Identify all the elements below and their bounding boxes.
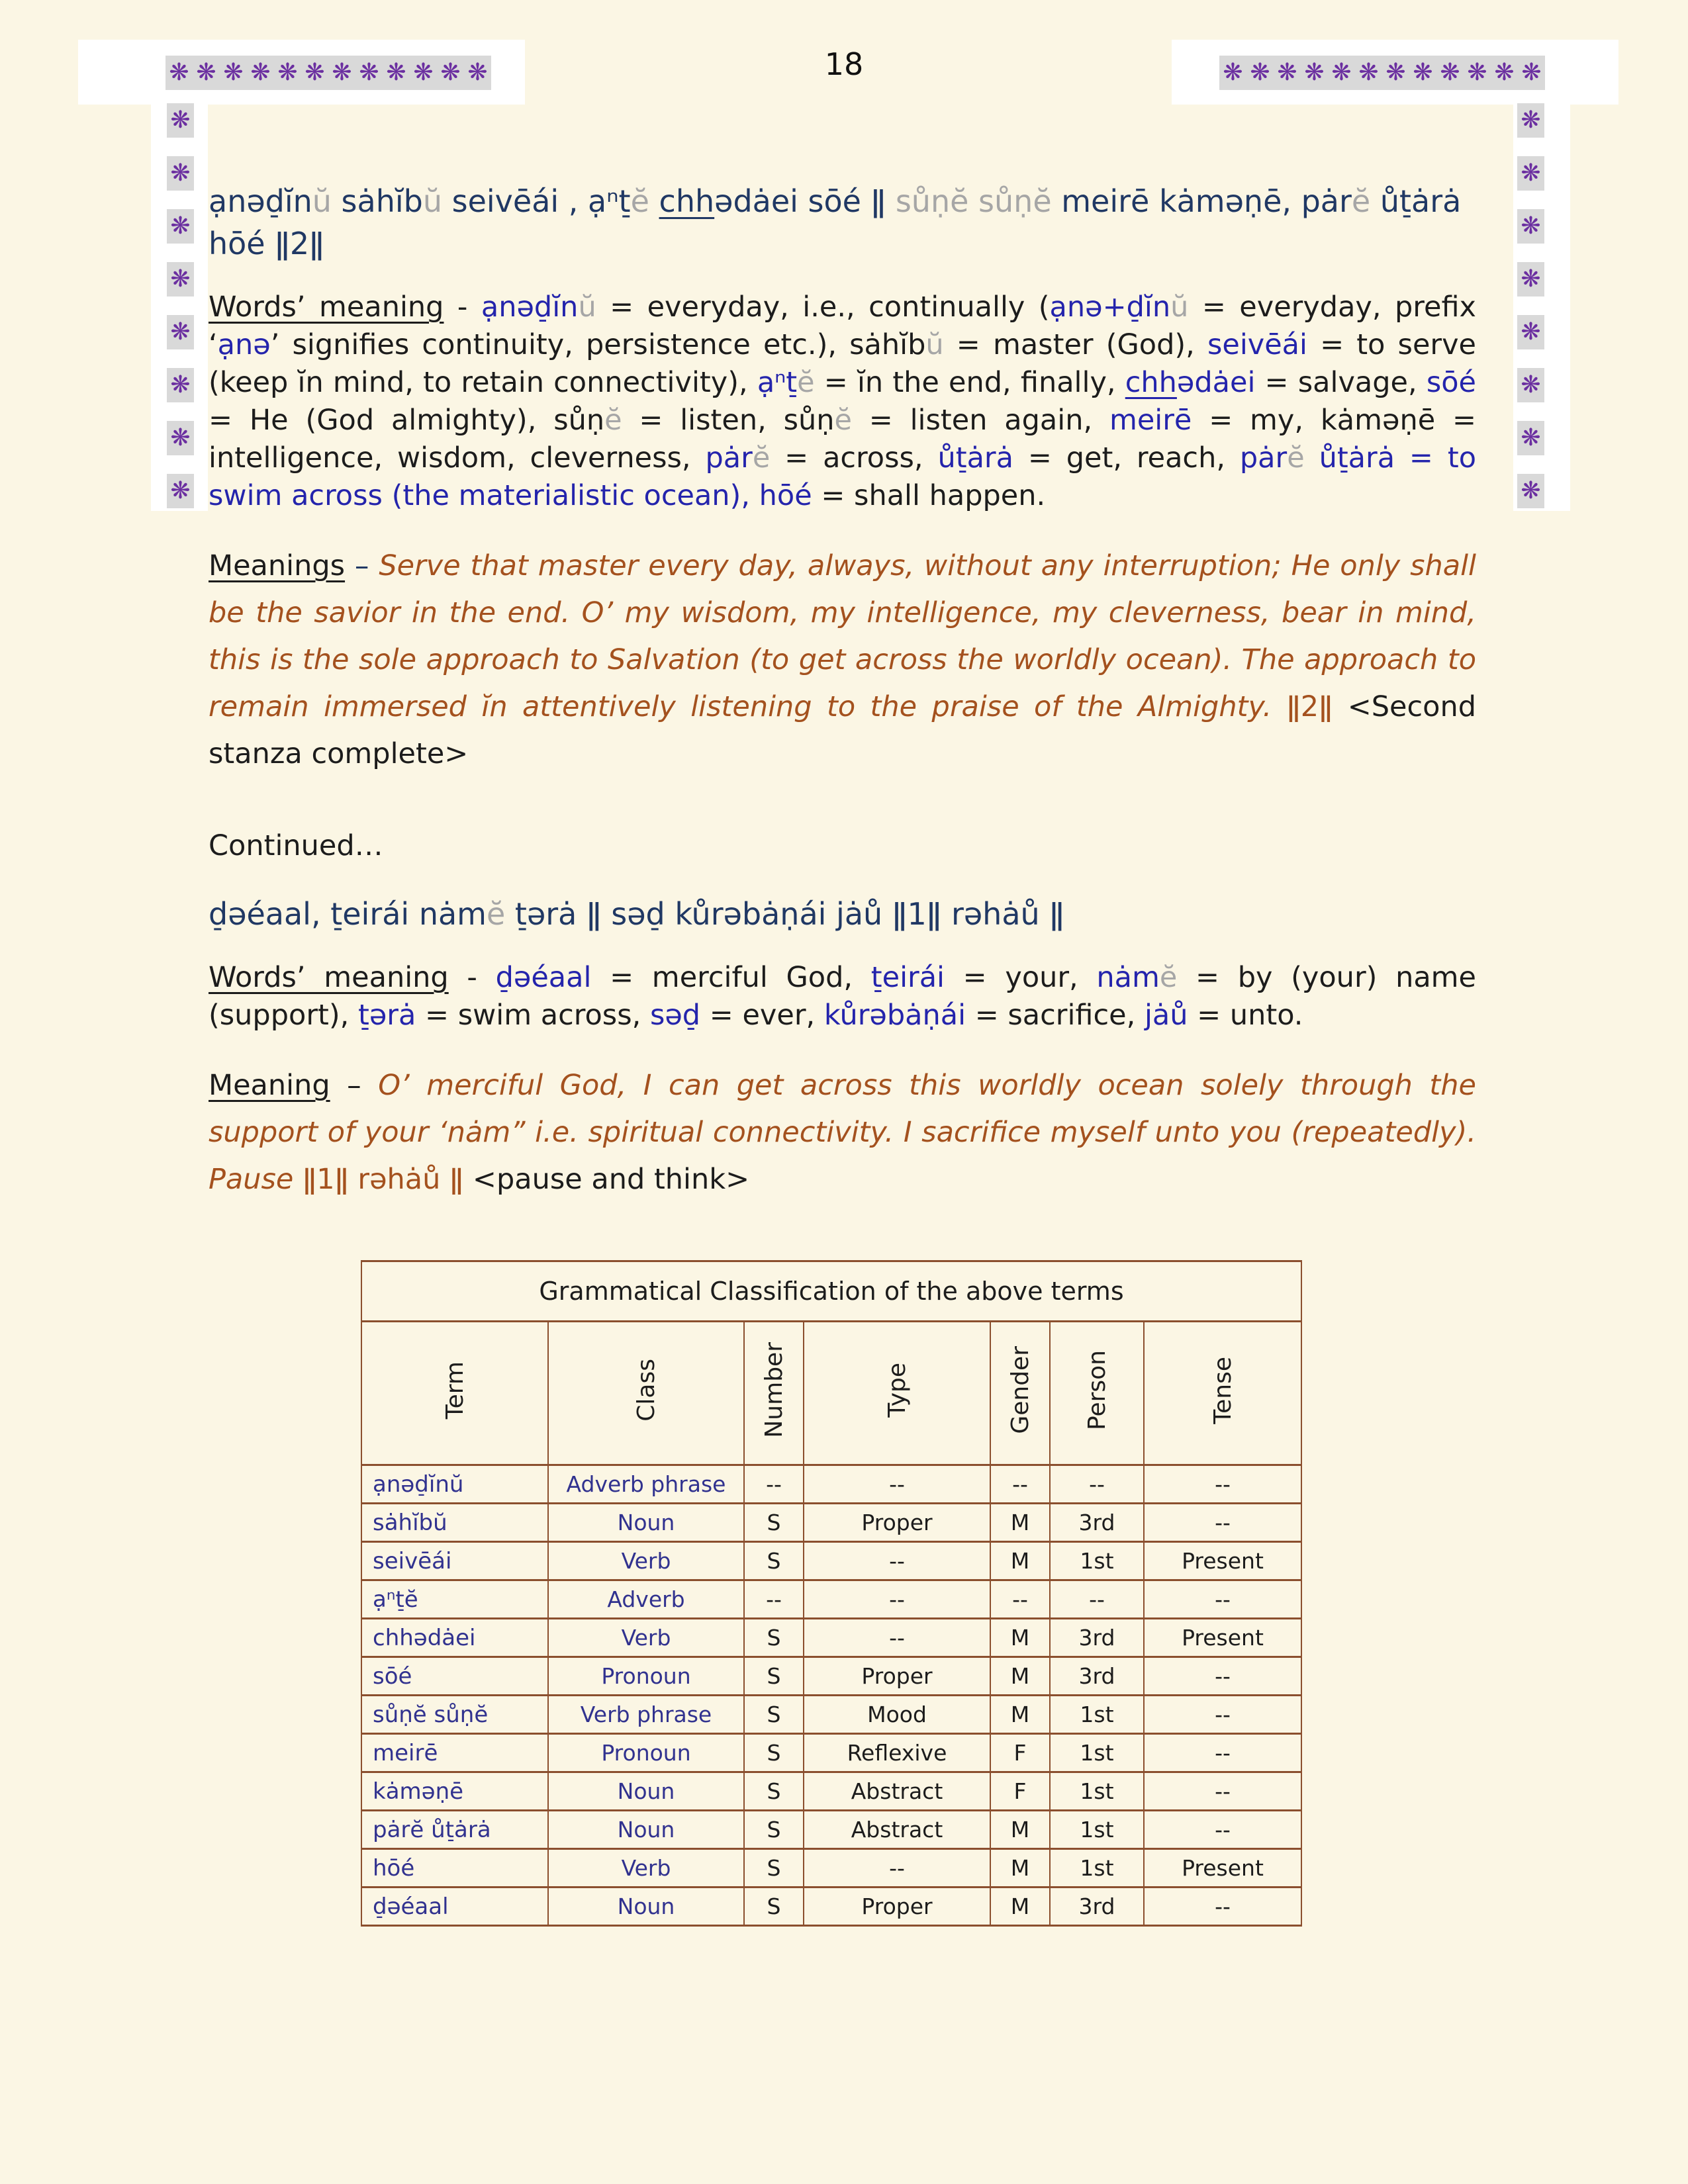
tense-cell: -- [1144, 1580, 1301, 1619]
type-cell: Proper [804, 1657, 990, 1696]
type-cell: Mood [804, 1696, 990, 1734]
text-segment: = merciful God, [591, 961, 871, 994]
flower-icon: ❋ [1328, 56, 1355, 90]
person-cell: 1st [1050, 1811, 1144, 1849]
text-segment: chh [1125, 366, 1177, 399]
page-number: 18 [824, 46, 864, 82]
text-segment: chh [659, 183, 715, 219]
person-cell: 3rd [1050, 1504, 1144, 1542]
text-segment: = unto. [1188, 999, 1303, 1032]
person-cell: 1st [1050, 1696, 1144, 1734]
text-segment: ĕ [752, 441, 771, 475]
flower-icon: ❋ [1517, 103, 1544, 138]
term-cell: hōé [361, 1849, 548, 1888]
text-segment: səd̠ [649, 999, 701, 1032]
gender-cell: M [990, 1504, 1050, 1542]
flower-icon: ❋ [1491, 56, 1518, 90]
flower-icon: ❋ [193, 56, 220, 90]
term-cell: pȧrĕ ůt̠ȧrȧ [361, 1811, 548, 1849]
page-content [209, 180, 1476, 1927]
text-segment: = ĭn the end, finally, [814, 366, 1125, 399]
number-cell: S [744, 1849, 804, 1888]
text-segment: Meaning [209, 1069, 330, 1102]
flower-icon: ❋ [1436, 56, 1464, 90]
text-segment: <pause and think> [472, 1163, 750, 1196]
shabad-verse-1 [209, 180, 1476, 265]
table-row [361, 1811, 1301, 1849]
text-segment: ədȧei sōé ǁ [714, 183, 896, 219]
text-segment: sȧhĭb [331, 183, 423, 219]
tense-cell: -- [1144, 1465, 1301, 1504]
text-segment: - [448, 961, 496, 994]
flower-icon: ❋ [1518, 56, 1545, 90]
gender-cell: M [990, 1888, 1050, 1926]
text-segment: <Second stanza complete> [209, 690, 1476, 770]
continued-label: Continued… [209, 829, 383, 862]
text-segment: d̠əéaal [495, 961, 592, 994]
flower-icon: ❋ [464, 56, 491, 90]
text-segment: ĕ [1351, 183, 1371, 219]
text-segment: nȧm [1096, 961, 1160, 994]
text-segment: ĕ [1159, 961, 1178, 994]
flower-icon: ❋ [220, 56, 247, 90]
text-segment: Serve that master every day, always, without any interruption; He only shall be the savior in the end. O’ my wisdom, my intelligence, my cleverness, bear in mind, this is the sole approach to Salvation (to get across the worldly ocean). The approach to remain immersed ĭn attentively listening to the praise of the Almighty. [209, 549, 1477, 723]
text-segment: ạnə [217, 328, 271, 361]
text-segment: seivēái [1207, 328, 1307, 361]
gender-cell: F [990, 1772, 1050, 1811]
text-segment: ĕ [1287, 441, 1305, 475]
table-title: Grammatical Classification of the above terms [361, 1261, 1301, 1322]
flower-icon: ❋ [1517, 368, 1544, 402]
flower-icon: ❋ [1246, 56, 1274, 90]
text-segment: t̠ərȧ ǁ səd̠ kůrəbȧṇái jȧů ǁ1ǁ rəhȧů ǁ [505, 896, 1064, 932]
text-segment: meirē [1109, 404, 1192, 437]
number-cell: S [744, 1619, 804, 1657]
grammar-table [361, 1260, 1302, 1927]
text-segment [1305, 441, 1319, 475]
gender-cell: -- [990, 1465, 1050, 1504]
number-cell: S [744, 1504, 804, 1542]
text-segment: ĕ [486, 896, 506, 932]
words-meaning-1-paragraph [209, 289, 1476, 515]
text-segment: t̠ərȧ [357, 999, 416, 1032]
person-cell: 1st [1050, 1772, 1144, 1811]
class-cell: Noun [548, 1888, 744, 1926]
tense-cell: Present [1144, 1542, 1301, 1580]
text-segment: = across, [770, 441, 938, 475]
text-segment: ŭ [312, 183, 332, 219]
tense-cell: -- [1144, 1504, 1301, 1542]
class-cell: Verb phrase [548, 1696, 744, 1734]
words-meaning-2-paragraph [209, 959, 1476, 1034]
flower-icon: ❋ [1219, 56, 1246, 90]
tense-cell: -- [1144, 1657, 1301, 1696]
tense-cell: Present [1144, 1619, 1301, 1657]
text-segment: = He (God almighty), sůṇ [209, 404, 605, 437]
text-segment: = everyday, prefix ‘ [209, 291, 1477, 361]
type-cell: Proper [804, 1888, 990, 1926]
text-segment: Words’ meaning [209, 961, 449, 994]
term-cell: d̠əéaal [361, 1888, 548, 1926]
text-segment: - [444, 291, 481, 324]
column-header-person: Person [1050, 1322, 1144, 1465]
flower-icon: ❋ [1517, 315, 1544, 349]
meaning-2-paragraph [209, 1062, 1476, 1203]
number-cell: S [744, 1772, 804, 1811]
flower-icon: ❋ [1517, 156, 1544, 191]
flower-icon: ❋ [328, 56, 355, 90]
number-cell: -- [744, 1465, 804, 1504]
flower-icon: ❋ [410, 56, 437, 90]
number-cell: S [744, 1888, 804, 1926]
text-segment: kůrəbȧṇái [823, 999, 966, 1032]
flower-icon: ❋ [167, 262, 194, 296]
text-segment [649, 183, 659, 219]
text-segment: sōé [1426, 366, 1476, 399]
term-cell: chhədȧei [361, 1619, 548, 1657]
flower-icon: ❋ [167, 315, 194, 349]
text-segment: = everyday, i.e., continually ( [596, 291, 1050, 324]
type-cell: -- [804, 1619, 990, 1657]
gender-cell: -- [990, 1580, 1050, 1619]
text-segment: ŭ [1170, 291, 1189, 324]
text-segment: O’ merciful God, I can get across this worldly ocean solely through the support of your ‘nȧm” i.e. spiritual connectivity. I sacrifice myself unto you (repeatedly). Pause [209, 1069, 1476, 1196]
text-segment: d̠əéaal, t̠eirái nȧm [209, 896, 487, 932]
table-row [361, 1465, 1301, 1504]
type-cell: -- [804, 1849, 990, 1888]
text-segment: ạnə+d̠ĭn [1049, 291, 1171, 324]
table-row [361, 1619, 1301, 1657]
flower-icon: ❋ [1382, 56, 1409, 90]
person-cell: 3rd [1050, 1888, 1144, 1926]
flower-icon: ❋ [167, 156, 194, 191]
class-cell: Noun [548, 1772, 744, 1811]
tense-cell: Present [1144, 1849, 1301, 1888]
person-cell: 1st [1050, 1734, 1144, 1772]
person-cell: 3rd [1050, 1657, 1144, 1696]
text-segment: = your, [945, 961, 1097, 994]
table-row [361, 1888, 1301, 1926]
flower-icon: ❋ [1409, 56, 1436, 90]
term-cell: sōé [361, 1657, 548, 1696]
column-header-gender: Gender [990, 1322, 1050, 1465]
table-row [361, 1580, 1301, 1619]
class-cell: Noun [548, 1504, 744, 1542]
number-cell: S [744, 1542, 804, 1580]
text-segment: ǁ1ǁ rəhȧů ǁ [303, 1163, 473, 1196]
text-segment: = to serve (keep ĭn mind, to retain connectivity), [209, 328, 1476, 399]
flower-icon: ❋ [1464, 56, 1491, 90]
gender-cell: M [990, 1619, 1050, 1657]
text-segment: – [345, 549, 379, 582]
text-segment: pȧr [705, 441, 753, 475]
flower-icon: ❋ [165, 56, 193, 90]
flower-icon: ❋ [1517, 262, 1544, 296]
type-cell: Abstract [804, 1811, 990, 1849]
gender-cell: M [990, 1542, 1050, 1580]
flower-icon: ❋ [301, 56, 328, 90]
flower-icon: ❋ [167, 474, 194, 508]
type-cell: Abstract [804, 1772, 990, 1811]
number-cell: S [744, 1657, 804, 1696]
text-segment: = sacrifice, [966, 999, 1145, 1032]
text-segment: = get, reach, [1013, 441, 1240, 475]
text-segment: ĕ [797, 366, 815, 399]
gender-cell: M [990, 1657, 1050, 1696]
flower-icon: ❋ [247, 56, 274, 90]
text-segment: – [330, 1069, 379, 1102]
gender-cell: M [990, 1849, 1050, 1888]
flower-icon: ❋ [355, 56, 383, 90]
column-header-class: Class [548, 1322, 744, 1465]
text-segment: meirē kȧməṇē, pȧr [1051, 183, 1352, 219]
text-segment: = by (your) name (support), [209, 961, 1477, 1032]
term-cell: ạⁿt̠ĕ [361, 1580, 548, 1619]
flower-icon: ❋ [1517, 209, 1544, 244]
text-segment: ạnəd̠ĭn [481, 291, 579, 324]
term-cell: seivēái [361, 1542, 548, 1580]
gender-cell: M [990, 1811, 1050, 1849]
class-cell: Verb [548, 1849, 744, 1888]
text-segment: ạⁿt̠ [757, 366, 798, 399]
person-cell: 3rd [1050, 1619, 1144, 1657]
column-header-type: Type [804, 1322, 990, 1465]
text-segment: ĕ [834, 404, 852, 437]
text-segment: jȧů [1144, 999, 1188, 1032]
flower-icon: ❋ [1517, 421, 1544, 455]
text-segment: ’ signifies continuity, persistence etc.), [270, 328, 850, 361]
table-row [361, 1849, 1301, 1888]
meanings-1-paragraph [209, 543, 1476, 778]
tense-cell: -- [1144, 1772, 1301, 1811]
tense-cell: -- [1144, 1696, 1301, 1734]
person-cell: -- [1050, 1465, 1144, 1504]
term-cell: ạnəd̠ĭnŭ [361, 1465, 548, 1504]
text-segment: ĕ [604, 404, 622, 437]
flower-icon: ❋ [437, 56, 464, 90]
flower-icon: ❋ [1355, 56, 1382, 90]
table-row [361, 1696, 1301, 1734]
shabad-verse-2 [209, 893, 1476, 935]
text-segment: seivēái , ạⁿt̠ [442, 183, 631, 219]
flower-icon: ❋ [167, 368, 194, 402]
column-header-number: Number [744, 1322, 804, 1465]
class-cell: Pronoun [548, 1734, 744, 1772]
gender-cell: M [990, 1696, 1050, 1734]
type-cell: Reflexive [804, 1734, 990, 1772]
text-segment: = master (God), [943, 328, 1207, 361]
number-cell: S [744, 1811, 804, 1849]
tense-cell: -- [1144, 1734, 1301, 1772]
table-row [361, 1772, 1301, 1811]
number-cell: -- [744, 1580, 804, 1619]
class-cell: Adverb phrase [548, 1465, 744, 1504]
class-cell: Verb [548, 1542, 744, 1580]
term-cell: sůṇĕ sůṇĕ [361, 1696, 548, 1734]
term-cell: meirē [361, 1734, 548, 1772]
text-segment: ĕ [630, 183, 649, 219]
column-header-tense: Tense [1144, 1322, 1301, 1465]
term-cell: kȧməṇē [361, 1772, 548, 1811]
class-cell: Adverb [548, 1580, 744, 1619]
flower-icon: ❋ [167, 421, 194, 455]
flower-icon: ❋ [383, 56, 410, 90]
ornament-border-left [167, 103, 194, 508]
text-segment: ůt̠ȧrȧ hōé ǁ2ǁ [209, 183, 1462, 261]
flower-icon: ❋ [1274, 56, 1301, 90]
text-segment: = listen again, [851, 404, 1109, 437]
flower-icon: ❋ [274, 56, 301, 90]
ornament-border-right [1517, 103, 1544, 508]
text-segment: = ever, [700, 999, 824, 1032]
table-row [361, 1657, 1301, 1696]
type-cell: -- [804, 1465, 990, 1504]
text-segment: ŭ [422, 183, 443, 219]
text-segment: = listen, sůṇ [622, 404, 835, 437]
tense-cell: -- [1144, 1888, 1301, 1926]
table-row [361, 1504, 1301, 1542]
flower-icon: ❋ [167, 103, 194, 138]
tense-cell: -- [1144, 1811, 1301, 1849]
text-segment: pȧr [1239, 441, 1288, 475]
text-segment: ŭ [925, 328, 944, 361]
text-segment: = salvage, [1255, 366, 1427, 399]
number-cell: S [744, 1734, 804, 1772]
flower-icon: ❋ [167, 209, 194, 244]
text-segment: = my, kȧməṇē = intelligence, wisdom, cleverness, [209, 404, 1476, 475]
flower-icon: ❋ [1517, 474, 1544, 508]
text-segment: ůt̠ȧrȧ = to swim across (the materialistic ocean), hōé [209, 441, 1477, 512]
text-segment: ǁ2ǁ [1286, 690, 1348, 723]
person-cell: 1st [1050, 1542, 1144, 1580]
type-cell: -- [804, 1542, 990, 1580]
number-cell: S [744, 1696, 804, 1734]
text-segment: = shall happen. [812, 479, 1046, 512]
column-header-term: Term [361, 1322, 548, 1465]
text-segment: Meanings [209, 549, 346, 582]
text-segment: Words’ meaning [209, 291, 444, 324]
text-segment: = swim across, [416, 999, 650, 1032]
term-cell: sȧhĭbŭ [361, 1504, 548, 1542]
text-segment: ŭ [578, 291, 596, 324]
class-cell: Verb [548, 1619, 744, 1657]
text-segment: t̠eirái [870, 961, 945, 994]
person-cell: 1st [1050, 1849, 1144, 1888]
class-cell: Pronoun [548, 1657, 744, 1696]
text-segment: ůt̠ȧrȧ [937, 441, 1013, 475]
text-segment: ədȧei [1176, 366, 1256, 399]
table-row [361, 1734, 1301, 1772]
text-segment: ạnəd̠ĭn [209, 183, 312, 219]
type-cell: Proper [804, 1504, 990, 1542]
table-row [361, 1542, 1301, 1580]
gender-cell: F [990, 1734, 1050, 1772]
text-segment: sȧhĭb [849, 328, 926, 361]
person-cell: -- [1050, 1580, 1144, 1619]
flower-icon: ❋ [1301, 56, 1328, 90]
class-cell: Noun [548, 1811, 744, 1849]
text-segment: sůṇĕ sůṇĕ [895, 183, 1052, 219]
type-cell: -- [804, 1580, 990, 1619]
